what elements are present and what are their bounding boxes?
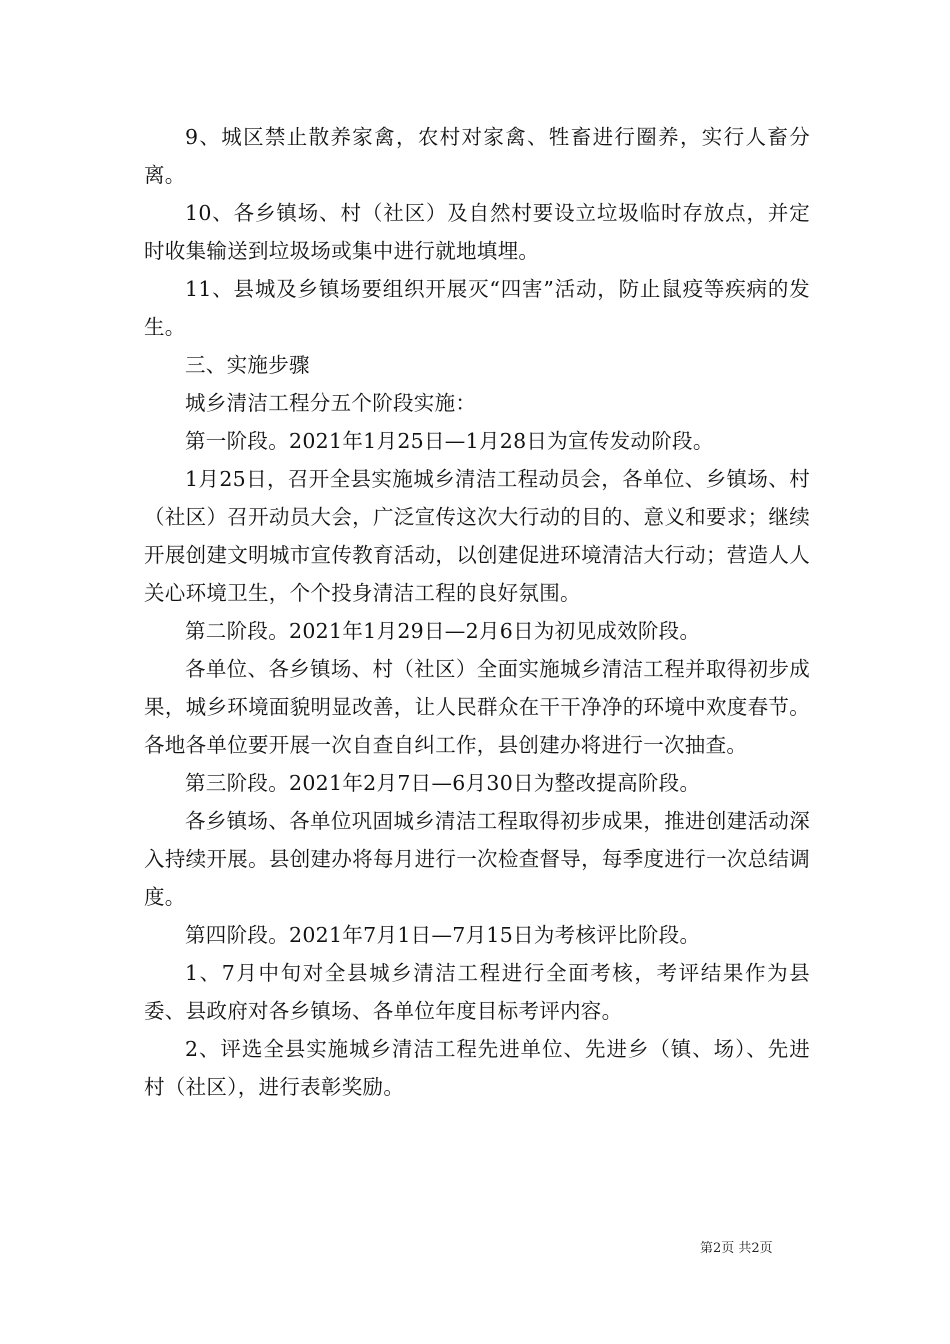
paragraph-phase-4-item-2: 2、评选全县实施城乡清洁工程先进单位、先进乡（镇、场）、先进村（社区），进行表彰奖励。: [144, 1037, 810, 1099]
section-heading-implementation-steps: 三、实施步骤: [185, 353, 310, 377]
paragraph-phase-3-body: 各乡镇场、各单位巩固城乡清洁工程取得初步成果，推进创建活动深入持续开展。县创建办将每月进行一次检查督导，每季度进行一次总结调度。: [144, 809, 810, 909]
document-body: [144, 118, 810, 1106]
paragraph-phase-4-item-1: 1、7月中旬对全县城乡清洁工程进行全面考核，考评结果作为县委、县政府对各乡镇场、各单位年度目标考评内容。: [144, 961, 810, 1023]
paragraph-item-11: 11、县城及乡镇场要组织开展灭“四害”活动，防止鼠疫等疾病的发生。: [144, 277, 810, 339]
paragraph-item-10: 10、各乡镇场、村（社区）及自然村要设立垃圾临时存放点，并定时收集输送到垃圾场或集中进行就地填埋。: [144, 201, 810, 263]
paragraph-phase-1-body: 1月25日，召开全县实施城乡清洁工程动员会，各单位、乡镇场、村（社区）召开动员大会，广泛宣传这次大行动的目的、意义和要求；继续开展创建文明城市宣传教育活动，以创建促进环境清洁大行动；营造人人关心环境卫生，个个投身清洁工程的良好氛围。: [144, 467, 810, 605]
page-number-footer: 第2页 共2页: [700, 1241, 773, 1256]
paragraph-phase-2-title: 第二阶段。2021年1月29日—2月6日为初见成效阶段。: [185, 619, 701, 643]
paragraph-phase-2-body: 各单位、各乡镇场、村（社区）全面实施城乡清洁工程并取得初步成果，城乡环境面貌明显改善，让人民群众在干干净净的环境中欢度春节。各地各单位要开展一次自查自纠工作，县创建办将进行一次抽查。: [144, 657, 810, 757]
paragraph-phase-3-title: 第三阶段。2021年2月7日—6月30日为整改提高阶段。: [185, 771, 701, 795]
paragraph-phases-intro: 城乡清洁工程分五个阶段实施：: [185, 391, 477, 415]
paragraph-phase-1-title: 第一阶段。2021年1月25日—1月28日为宣传发动阶段。: [185, 429, 714, 453]
paragraph-item-9: 9、城区禁止散养家禽，农村对家禽、牲畜进行圈养，实行人畜分离。: [144, 125, 810, 187]
paragraph-phase-4-title: 第四阶段。2021年7月1日—7月15日为考核评比阶段。: [185, 923, 701, 947]
